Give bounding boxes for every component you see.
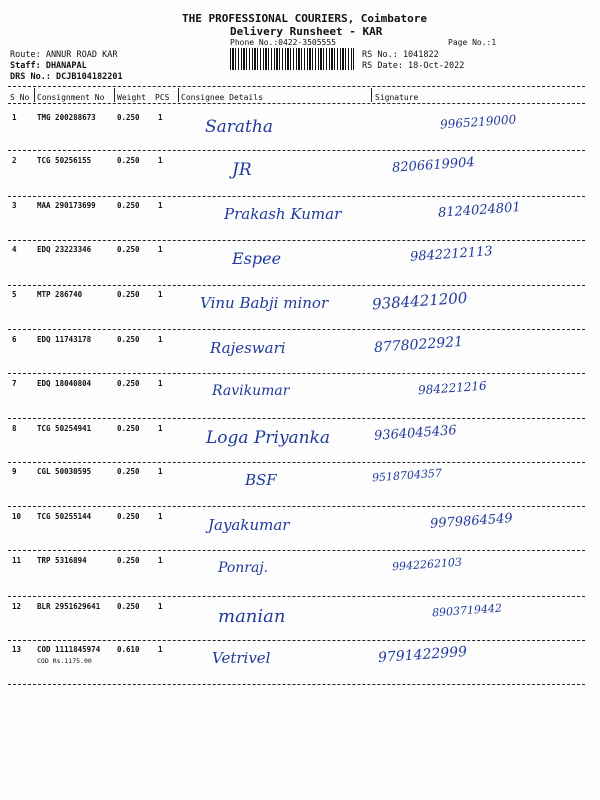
row-signature: 9384421200 [371,288,468,314]
row-pcs: 1 [158,602,163,611]
row-signature: 9965219000 [439,112,517,132]
row-consignment: TCG 50255144 [37,512,92,521]
row-weight: 0.250 [117,512,140,521]
row-consignment: MAA 290173699 [37,201,96,210]
row-consignment: TCG 50254941 [37,424,92,433]
row-pcs: 1 [158,512,163,521]
row-pcs: 1 [158,335,163,344]
row-divider [8,329,585,330]
row-pcs: 1 [158,645,163,654]
row-signature: 9364045436 [373,423,458,444]
row-signature: 8778022921 [373,333,464,357]
row-consignee: Espee [232,249,282,268]
row-sno: 10 [12,512,22,521]
row-consignee: Jayakumar [208,516,290,534]
row-sno: 6 [12,335,17,344]
route-label: Route: ANNUR ROAD KAR [10,50,118,60]
document-subtitle: Delivery Runsheet - KAR [230,25,383,38]
row-pcs: 1 [158,290,163,299]
row-divider [8,196,585,197]
row-weight: 0.250 [117,113,140,122]
phone-number: Phone No.:0422-3505555 [230,38,336,47]
col-sno: S No [10,93,30,102]
row-sno: 2 [12,156,17,165]
row-consignee: Loga Priyanka [206,428,331,448]
rs-date: RS Date: 18-Oct-2022 [362,61,465,71]
row-divider [8,150,585,151]
barcode [230,48,354,70]
staff-label: Staff: DHANAPAL [10,61,87,71]
rs-number: RS No.: 1041822 [362,50,439,60]
row-divider [8,506,585,507]
row-consignment: EDQ 18040804 [37,379,92,388]
row-signature: 8206619904 [391,155,476,176]
row-weight: 0.250 [117,335,140,344]
row-signature: 8903719442 [431,601,503,620]
row-weight: 0.250 [117,556,140,565]
row-consignment: CGL 50030595 [37,467,92,476]
row-pcs: 1 [158,556,163,565]
document-title: THE PROFESSIONAL COURIERS, Coimbatore [182,12,428,25]
row-sno: 11 [12,556,22,565]
row-sno: 13 [12,645,22,654]
row-divider [8,373,585,374]
row-weight: 0.610 [117,645,140,654]
row-consignee: Ravikumar [212,383,290,399]
row-pcs: 1 [158,156,163,165]
row-divider [8,240,585,241]
row-consignment: EDQ 23223346 [37,245,92,254]
row-consignment: EDQ 11743178 [37,335,92,344]
col-weight: Weight [117,93,146,102]
row-sno: 1 [12,113,17,122]
row-consignee: Rajeswari [210,339,286,357]
row-weight: 0.250 [117,379,140,388]
row-consignee: manian [218,606,286,627]
row-divider [8,596,585,597]
row-sno: 5 [12,290,17,299]
row-divider [8,418,585,419]
row-sno: 4 [12,245,17,254]
row-consignee: Vinu Babji minor [200,294,329,312]
row-signature: 9842212113 [409,244,494,265]
row-sno: 8 [12,424,17,433]
row-consignment: TMG 200288673 [37,113,96,122]
row-sno: 9 [12,467,17,476]
row-sno: 7 [12,379,17,388]
row-sno: 12 [12,602,22,611]
row-divider [8,285,585,286]
row-consignment: BLR 2951629641 [37,602,101,611]
row-consignment: COD 1111845974 [37,645,101,654]
row-signature: 9979864549 [429,511,514,532]
col-divider [371,88,372,102]
row-sno: 3 [12,201,17,210]
row-weight: 0.250 [117,602,140,611]
row-pcs: 1 [158,424,163,433]
row-pcs: 1 [158,113,163,122]
row-signature: 9942262103 [391,555,463,574]
col-pcs: PCS [155,93,170,102]
row-consignee: Saratha [205,117,273,137]
row-pcs: 1 [158,245,163,254]
row-signature: 9518704357 [371,466,443,485]
row-consignment: TCG 50256155 [37,156,92,165]
row-weight: 0.250 [117,245,140,254]
col-signature: Signature [375,93,419,102]
page-number: Page No.:1 [448,38,497,47]
row-signature: 984221216 [417,378,488,398]
row-weight: 0.250 [117,156,140,165]
row-pcs: 1 [158,379,163,388]
drs-number: DRS No.: DCJB104182201 [10,72,123,82]
col-divider [34,88,35,102]
header-rule-bottom [8,103,585,104]
row-pcs: 1 [158,201,163,210]
row-consignment: TRP 5316894 [37,556,87,565]
row-consignee: Ponraj. [218,560,269,576]
row-cod-note: COD Rs.1175.00 [37,657,92,665]
row-consignee: Vetrivel [212,649,271,667]
row-signature: 9791422999 [377,643,468,667]
row-signature: 8124024801 [437,200,522,221]
row-divider [8,462,585,463]
row-weight: 0.250 [117,290,140,299]
row-divider [8,550,585,551]
row-consignee: Prakash Kumar [224,205,342,223]
row-divider [8,640,585,641]
header-rule-top [8,86,585,87]
row-weight: 0.250 [117,467,140,476]
row-consignee: BSF [245,471,277,489]
col-divider [114,88,115,102]
col-consignee: Consignee Details [181,93,263,102]
row-pcs: 1 [158,467,163,476]
row-weight: 0.250 [117,201,140,210]
col-divider [178,88,179,102]
row-consignee: JR [232,160,252,180]
row-weight: 0.250 [117,424,140,433]
row-consignment: MTP 286740 [37,290,83,299]
col-consignment: Consignment No [37,93,105,102]
table-bottom-rule [8,684,585,685]
